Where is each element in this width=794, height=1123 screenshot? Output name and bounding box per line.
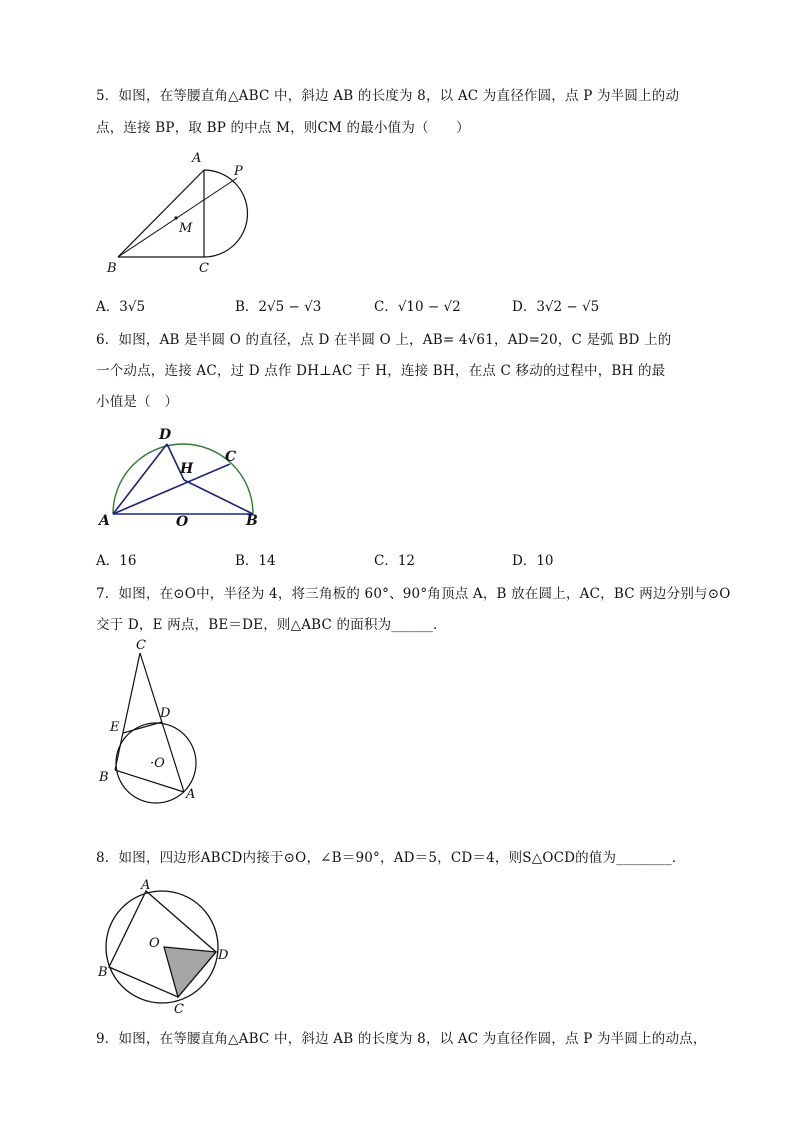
q6-label-d: D [159, 427, 172, 443]
q7-label-e: E [110, 720, 120, 735]
q6-label-a: A [99, 513, 110, 529]
q6-label-o: O [176, 514, 189, 530]
q6-option-c: C．12 [374, 553, 416, 569]
q6-text-line-3: 小值是（ ） [96, 394, 179, 410]
q8-circle [106, 891, 218, 1003]
q5-point-m [174, 216, 177, 219]
q6-label-c: C [225, 449, 237, 465]
q6-option-d: D．10 [512, 553, 554, 569]
q6-label-b: B [246, 513, 258, 529]
q7-side-cb [115, 653, 140, 770]
q5-option-a: A．3√5 [96, 299, 146, 315]
q7-label-b: B [99, 770, 109, 785]
q7-label-d: D [160, 706, 171, 721]
q5-label-a: A [192, 151, 202, 166]
q5-option-c: C．√10 − √2 [374, 299, 461, 315]
q7-figure [96, 636, 216, 806]
q5-label-b: B [107, 261, 117, 276]
q6-option-b: B．14 [235, 553, 276, 569]
q5-semicircle [204, 170, 248, 257]
q8-label-d: D [218, 948, 229, 963]
q6-segment-ad [113, 444, 167, 514]
q7-label-c: C [136, 638, 146, 653]
q5-figure [96, 145, 266, 280]
q8-label-b: B [98, 965, 108, 980]
q8-shaded-triangle-ocd [164, 947, 216, 997]
q6-option-a: A．16 [96, 553, 137, 569]
q7-segment-ed [123, 722, 162, 733]
q8-quadrilateral-abcd [109, 891, 216, 997]
q6-text-line-2: 一个动点，连接 AC，过 D 点作 DH⊥AC 于 H，连接 BH，在点 C 移动的过程中，BH 的最 [96, 363, 666, 379]
q5-segment-ba [118, 170, 204, 257]
q6-segment-hb [184, 480, 253, 514]
q8-label-c: C [174, 1002, 184, 1017]
q8-figure [96, 877, 246, 1022]
q6-label-h: H [180, 461, 194, 477]
q8-label-a: A [141, 878, 151, 893]
q8-text-line-1: 8．如图，四边形ABCD内接于⊙O，∠B＝90°，AD＝5，CD＝4，则S△OCD的值为________． [96, 850, 686, 866]
q5-option-d: D．3√2 − √5 [512, 299, 600, 315]
q7-label-o: ·O [150, 756, 165, 771]
q5-text-line-1: 5．如图，在等腰直角△ABC 中，斜边 AB 的长度为 8，以 AC 为直径作圆，点 P 为半圆上的动 [96, 88, 680, 104]
q6-figure [96, 420, 276, 532]
q5-label-m: M [179, 221, 193, 236]
q5-text-line-2: 点，连接 BP，取 BP 的中点 M，则CM 的最小值为（ ） [96, 120, 470, 136]
q9-text-line-1: 9．如图，在等腰直角△ABC 中，斜边 AB 的长度为 8，以 AC 为直径作圆，点 P 为半圆上的动点， [96, 1031, 707, 1047]
q5-label-c: C [199, 261, 209, 276]
q6-segment-ac [113, 464, 230, 514]
q7-text-line-1: 7．如图，在⊙O中，半径为 4，将三角板的 60°、90°角顶点 A，B 放在圆上，AC，BC 两边分别与⊙O [96, 586, 731, 602]
q5-option-b: B．2√5 − √3 [235, 299, 322, 315]
q8-label-o: O [149, 936, 160, 951]
q6-text-line-1: 6．如图，AB 是半圆 O 的直径，点 D 在半圆 O 上，AB= 4√61，AD=20，C 是弧 BD 上的 [96, 332, 672, 348]
q7-label-a: A [186, 787, 196, 802]
q7-text-line-2: 交于 D，E 两点，BE＝DE，则△ABC 的面积为______． [96, 617, 447, 633]
q5-label-p: P [234, 164, 243, 179]
